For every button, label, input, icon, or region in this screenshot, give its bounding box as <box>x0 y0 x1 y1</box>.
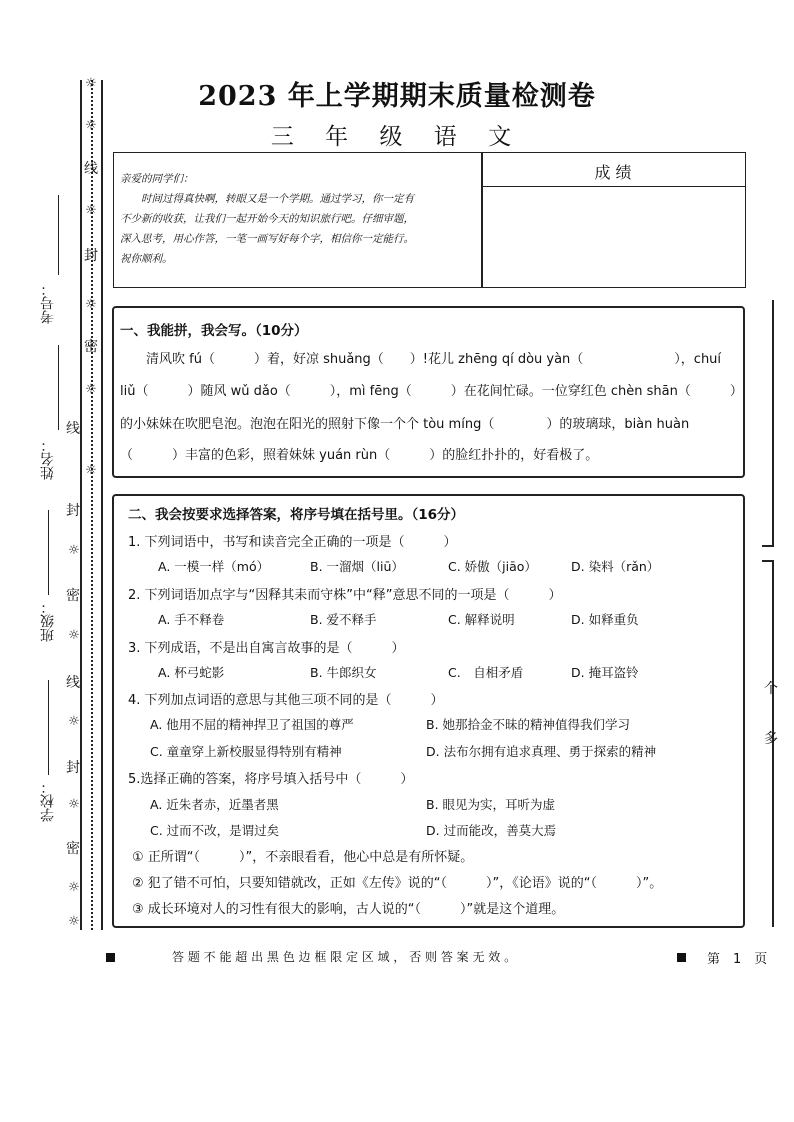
question-2-option-a[interactable]: A. 手不释卷 <box>158 612 225 627</box>
score-field[interactable] <box>482 187 744 286</box>
question-4-option-c[interactable]: C. 童童穿上新校服显得特别有精神 <box>150 744 342 759</box>
question-4-option-a[interactable]: A. 他用不屈的精神捍卫了祖国的尊严 <box>150 717 354 732</box>
greeting-line: 不少新的收获，让我们一起开始今天的知识旅行吧。仔细审题， <box>120 213 414 225</box>
question-4-option-b[interactable]: B. 她那拾金不昧的精神值得我们学习 <box>426 717 631 732</box>
question-3-option-a[interactable]: A. 杯弓蛇影 <box>158 665 225 680</box>
greeting-text <box>120 169 482 269</box>
footer-square-left-icon <box>106 953 115 962</box>
sun-ornament-icon: ☼ <box>85 118 97 133</box>
exam-number-label: 考号： <box>40 282 56 324</box>
seal-char: 线 <box>66 421 80 437</box>
name-label: 姓名： <box>40 438 56 480</box>
section-1-line: 清风吹 fú（ ）着，好凉 shuǎng（ ）!花儿 zhēng qí dòu yàn（ ），chuí <box>120 352 722 367</box>
section-1-title: 一、我能拼，我会写。（10分） <box>120 323 308 339</box>
seal-char: 密 <box>84 339 98 355</box>
seal-char: 封 <box>66 760 80 776</box>
sun-ornament-icon: ☼ <box>85 297 97 312</box>
question-5-subitem-3: ③ 成长环境对人的习性有很大的影响，古人说的“（ ）”就是这个道理。 <box>132 902 565 917</box>
question-5-subitem-2: ② 犯了错不可怕，只要知错就改，正如《左传》说的“（ ）”，《论语》说的“（ ）”。 <box>132 876 663 891</box>
question-5-stem: 5.选择正确的答案，将序号填入括号中（ ） <box>128 772 414 787</box>
question-1-option-d[interactable]: D. 染料（rǎn） <box>571 559 660 574</box>
adjacent-page-char: 多 <box>764 731 778 747</box>
section-2-title: 二、我会按要求选择答案，将序号填在括号里。（16分） <box>128 507 465 523</box>
footer-notice: 答 题 不 能 超 出 黑 色 边 框 限 定 区 域 ， 否 则 答 案 无 效 。 <box>172 950 517 964</box>
question-1-option-b[interactable]: B. 一溜烟（liū） <box>310 559 404 574</box>
school-label: 学校： <box>40 780 56 822</box>
sun-ornament-icon: ☼ <box>85 76 97 91</box>
sun-ornament-icon: ☼ <box>85 203 97 218</box>
seal-char: 密 <box>66 588 80 604</box>
binding-rule-right <box>101 80 103 930</box>
question-5-option-b[interactable]: B. 眼见为实，耳听为虚 <box>426 797 556 812</box>
sun-ornament-icon: ☼ <box>68 914 80 929</box>
question-2-option-d[interactable]: D. 如释重负 <box>571 612 639 627</box>
question-1-option-c[interactable]: C. 娇傲（jiāo） <box>448 559 537 574</box>
question-2-option-c[interactable]: C. 解释说明 <box>448 612 515 627</box>
class-field[interactable] <box>48 510 49 595</box>
question-1-option-a[interactable]: A. 一模一样（mó） <box>158 559 270 574</box>
sun-ornament-icon: ☼ <box>85 382 97 397</box>
seal-char: 封 <box>66 503 80 519</box>
adjacent-page-frame-top <box>762 300 774 547</box>
question-3-stem: 3. 下列成语，不是出自寓言故事的是（ ） <box>128 641 405 656</box>
question-2-option-b[interactable]: B. 爱不释手 <box>310 612 377 627</box>
adjacent-page-char: 个 <box>764 681 778 697</box>
question-5-option-d[interactable]: D. 过而能改，善莫大焉 <box>426 823 557 838</box>
question-4-option-d[interactable]: D. 法布尔拥有追求真理、勇于探索的精神 <box>426 744 657 759</box>
question-2-stem: 2. 下列词语加点字与“因释其耒而守株”中“释”意思不同的一项是（ ） <box>128 588 562 603</box>
question-5-option-c[interactable]: C. 过而不改，是谓过矣 <box>150 823 280 838</box>
exam-subtitle: 三 年 级 语 文 <box>270 124 524 150</box>
seal-char: 密 <box>66 841 80 857</box>
question-5-subitem-1: ① 正所谓“（ ）”，不亲眼看看，他心中总是有所怀疑。 <box>132 850 474 865</box>
greeting-line: 祝你顺利。 <box>120 253 173 265</box>
section-1-line: 的小妹妹在吹肥皂泡。泡泡在阳光的照射下像一个个 tòu míng（ ）的玻璃球，biàn huàn <box>120 417 690 432</box>
sun-ornament-icon: ☼ <box>68 797 80 812</box>
greeting-line: 深入思考，用心作答，一笔一画写好每个字，相信你一定能行。 <box>120 233 414 245</box>
greeting-line: 时间过得真快啊，转眼又是一个学期。通过学习，你一定有 <box>120 193 414 205</box>
question-3-option-c[interactable]: C. 自相矛盾 <box>448 665 524 680</box>
seal-char: 线 <box>66 675 80 691</box>
sun-ornament-icon: ☼ <box>85 463 97 478</box>
question-3-option-b[interactable]: B. 牛郎织女 <box>310 665 377 680</box>
seal-char: 封 <box>84 248 98 264</box>
school-field[interactable] <box>48 680 49 775</box>
sun-ornament-icon: ☼ <box>68 628 80 643</box>
score-label: 成 绩 <box>594 163 632 182</box>
section-1-line: （ ）丰富的色彩，照着妹妹 yuán rùn（ ）的脸红扑扑的，好看极了。 <box>120 448 599 463</box>
question-5-option-a[interactable]: A. 近朱者赤，近墨者黑 <box>150 797 279 812</box>
page-number: 第 1 页 <box>707 952 768 967</box>
question-4-stem: 4. 下列加点词语的意思与其他三项不同的是（ ） <box>128 693 444 708</box>
exam-title: 2023 年上学期期末质量检测卷 <box>198 81 596 112</box>
seal-char: 线 <box>84 161 98 177</box>
name-field[interactable] <box>58 345 59 430</box>
sun-ornament-icon: ☼ <box>68 880 80 895</box>
greeting-line: 亲爱的同学们： <box>120 173 194 185</box>
section-1-line: liǔ（ ）随风 wǔ dǎo（ ），mì fēng（ ）在花间忙碌。一位穿红色 chèn shān（ ） <box>120 384 743 399</box>
sun-ornament-icon: ☼ <box>68 714 80 729</box>
sun-ornament-icon: ☼ <box>68 543 80 558</box>
class-label: 班级： <box>40 600 56 642</box>
question-1-stem: 1. 下列词语中，书写和读音完全正确的一项是（ ） <box>128 535 457 550</box>
question-3-option-d[interactable]: D. 掩耳盗铃 <box>571 665 639 680</box>
footer-square-right-icon <box>677 953 686 962</box>
exam-number-field[interactable] <box>58 195 59 275</box>
